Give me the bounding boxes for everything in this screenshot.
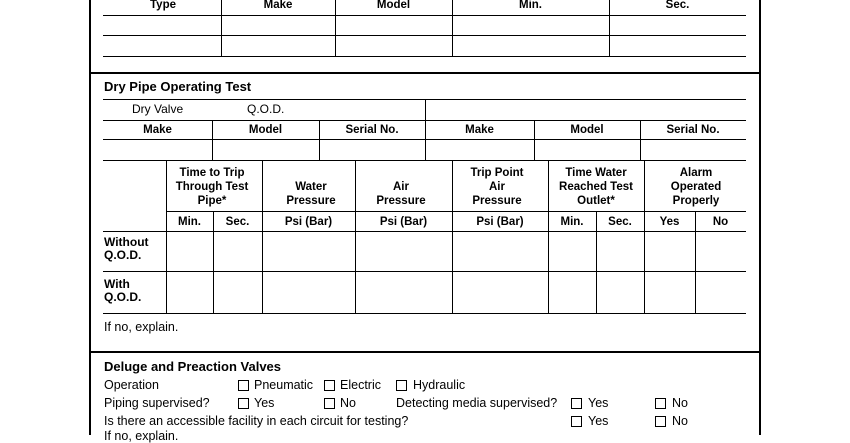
- qod-model-header: Model: [570, 124, 604, 136]
- dry-valve-model-header: Model: [248, 124, 283, 136]
- facility-yes-checkbox[interactable]: [571, 416, 582, 427]
- hydraulic-label: Hydraulic: [413, 378, 466, 392]
- divider-2: [89, 351, 761, 353]
- frame-left: [89, 0, 91, 435]
- psi-header-water: Psi (Bar): [284, 216, 333, 228]
- min-header-1: Min.: [178, 216, 201, 228]
- deluge-title: Deluge and Preaction Valves: [104, 359, 282, 374]
- dry-valve-label: Dry Valve: [132, 102, 184, 116]
- dry-pipe-title: Dry Pipe Operating Test: [104, 79, 252, 94]
- detecting-yes-label: Yes: [588, 396, 609, 410]
- qod-make-header: Make: [465, 124, 494, 136]
- header-make: Make: [263, 0, 293, 11]
- min-header-2: Min.: [560, 216, 584, 228]
- facility-yes-label: Yes: [588, 414, 609, 428]
- pneumatic-label: Pneumatic: [254, 378, 314, 392]
- time-to-trip-header: Time to Trip Through Test Pipe*: [175, 167, 249, 207]
- dry-valve-make-header: Make: [143, 124, 172, 136]
- detecting-media-label: Detecting media supervised?: [396, 396, 558, 410]
- header-sec: Sec.: [665, 0, 690, 11]
- alarm-header: Alarm Operated Properly: [670, 167, 722, 207]
- psi-header-trip: Psi (Bar): [476, 216, 524, 228]
- psi-header-air: Psi (Bar): [379, 216, 428, 228]
- piping-yes-checkbox[interactable]: [238, 398, 249, 409]
- piping-no-checkbox[interactable]: [324, 398, 335, 409]
- hydraulic-checkbox[interactable]: [396, 380, 407, 391]
- sec-header-2: Sec.: [608, 216, 632, 228]
- dry-pipe-if-no-explain: If no, explain.: [104, 320, 179, 334]
- facility-no-label: No: [672, 414, 688, 428]
- accessible-facility-label: Is there an accessible facility in each circuit for testing?: [104, 414, 409, 428]
- water-pressure-header: Water Pressure: [286, 181, 336, 207]
- row-without-qod: Without Q.O.D.: [104, 235, 149, 262]
- row-with-qod: With Q.O.D.: [104, 277, 142, 304]
- electric-checkbox[interactable]: [324, 380, 335, 391]
- yes-header: Yes: [659, 216, 680, 228]
- frame-right: [759, 0, 761, 435]
- piping-yes-label: Yes: [254, 396, 275, 410]
- facility-no-checkbox[interactable]: [655, 416, 666, 427]
- qod-serial-header: Serial No.: [666, 124, 720, 136]
- deluge-if-no-explain: If no, explain.: [104, 429, 179, 443]
- trip-point-header: Trip Point Air Pressure: [470, 167, 524, 207]
- electric-label: Electric: [340, 378, 381, 392]
- detecting-no-label: No: [672, 396, 688, 410]
- pneumatic-checkbox[interactable]: [238, 380, 249, 391]
- qod-label: Q.O.D.: [247, 102, 285, 116]
- air-pressure-header: Air Pressure: [376, 181, 426, 207]
- header-type: Type: [150, 0, 176, 11]
- piping-supervised-label: Piping supervised?: [104, 396, 210, 410]
- piping-no-label: No: [340, 396, 356, 410]
- header-min: Min.: [519, 0, 542, 11]
- dry-valve-serial-header: Serial No.: [345, 124, 399, 136]
- divider-1: [89, 72, 761, 74]
- operation-label: Operation: [104, 378, 159, 392]
- sec-header-1: Sec.: [225, 216, 250, 228]
- header-model: Model: [376, 0, 411, 11]
- time-water-header: Time Water Reached Test Outlet*: [559, 167, 633, 207]
- no-header: No: [712, 216, 729, 228]
- detecting-yes-checkbox[interactable]: [571, 398, 582, 409]
- detecting-no-checkbox[interactable]: [655, 398, 666, 409]
